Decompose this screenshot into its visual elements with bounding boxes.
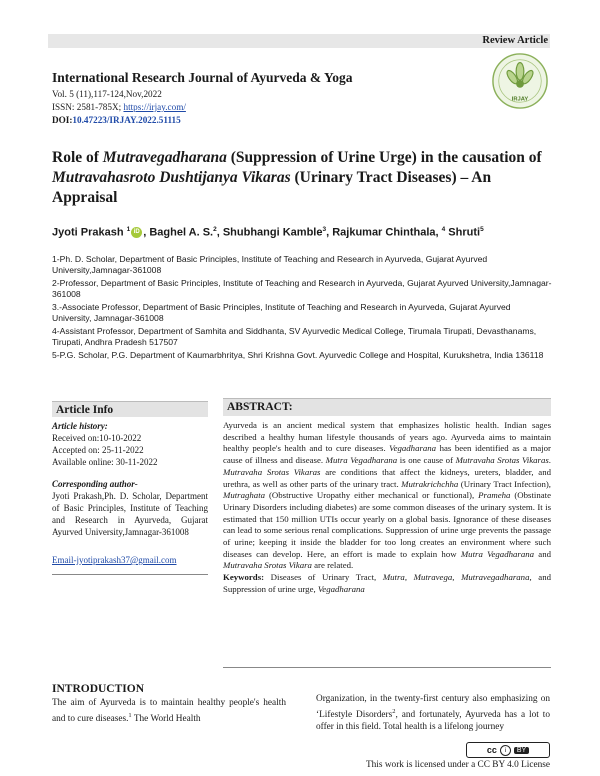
volume-line: Vol. 5 (11),117-124,Nov,2022 [52, 89, 162, 99]
by-label: BY [514, 747, 529, 754]
attribution-icon: i [500, 745, 511, 756]
doi-label: DOI: [52, 115, 73, 125]
info-divider [52, 574, 208, 575]
email-link[interactable]: Email-jyotiprakash37@gmail.com [52, 555, 177, 565]
affiliation-item: 2-Professor, Department of Basic Principles, Institute of Teaching and Research in Ayurveda, Gujarat Ayurved University,Jamnagar-361008 [52, 278, 552, 300]
article-title: Role of Mutravegadharana (Suppression of Urine Urge) in the causation of Mutravahasroto Dushtijanya Vikaras (Urinary Tract Diseases) – An Appraisal [52, 149, 542, 206]
cc-icon: cc [486, 745, 497, 755]
article-info-heading: Article Info [52, 401, 208, 417]
abstract-divider [223, 667, 551, 668]
accepted-date: Accepted on: 25-11-2022 [52, 445, 144, 455]
article-type-label: Review Article [482, 35, 548, 46]
intro-column-2: Organization, in the twenty-first century also emphasizing on ‘Lifestyle Disorders$^2$, and fortunately, Ayurveda has a lot to offer in this field. Total health is a lifelong journey [316, 694, 550, 733]
orcid-icon[interactable]: iD [131, 227, 142, 238]
affiliations [52, 254, 552, 363]
corresponding-author: Jyoti Prakash,Ph. D. Scholar, Department of Basic Principles, Institute of Teaching and Research in Ayurveda, Gujarat Ayurved University,Jamnagar-361008 [52, 491, 208, 537]
article-info [52, 420, 208, 575]
received-date: Received on:10-10-2022 [52, 433, 142, 443]
journal-website-link[interactable]: https://irjay.com/ [123, 102, 186, 112]
issn-line [52, 101, 186, 114]
affiliation-item: 4-Assistant Professor, Department of Samhita and Siddhanta, SV Ayurvedic Medical College, Tirumala Tirupati, Devasthanams, Tirupati, Andhra Pradesh 517507 [52, 326, 537, 348]
cc-license-badge-icon[interactable] [466, 742, 550, 758]
online-date: Available online: 30-11-2022 [52, 457, 158, 467]
logo-text: IRJAY [511, 96, 529, 103]
intro-column-1: The aim of Ayurveda is to maintain healthy people's health and to cure diseases.$^1$ The World Health [52, 698, 286, 724]
keywords: Keywords: Diseases of Urinary Tract, Mutra, Mutravega, Mutravegadharana, and Suppression of urine urge, Vegadharana [223, 572, 551, 594]
license-text: This work is licensed under a CC BY 4.0 License [365, 760, 550, 770]
abstract-heading: ABSTRACT: [223, 398, 551, 416]
journal-name: International Research Journal of Ayurveda & Yoga [52, 70, 353, 85]
issn-label: ISSN: 2581-785X; [52, 102, 122, 112]
affiliation-item: 3.-Associate Professor, Department of Basic Principles, Institute of Teaching and Research in Ayurveda, Gujarat Ayurved University, Jamnagar-361008 [52, 302, 511, 324]
affiliation-item: 5-P.G. Scholar, P.G. Department of Kaumarbhritya, Shri Krishna Govt. Ayurvedic College and Hospital, Kurukshetra, India 136118 [52, 350, 544, 360]
corresponding-label: Corresponding author- [52, 479, 138, 489]
doi-link[interactable]: 10.47223/IRJAY.2022.51115 [72, 115, 181, 125]
history-label: Article history: [52, 421, 108, 431]
author-list: Jyoti Prakash $^1$ iD , Baghel A. S.$^2$, Shubhangi Kamble$^3$, Rajkumar Chinthala, $^4$ Shruti$^5$ [52, 226, 484, 239]
abstract-text: Ayurveda is an ancient medical system that emphasizes holistic health. Indian sages described a healthy human lifestyle thousands of years ago. Ayurveda aims to maintain healthy people's health and to cure diseases. Vegadharana has been identified as a major cause of illness and disease. Mutra Vegadharana is one cause of Mutravaha Srotas Vikaras. Mutravaha Srotas Vikaras are conditions that affect the kidneys, ureters, bladder, and urethra, as well as other parts of the urinary tract. Mutrakrichchha (Urinary Tract Infection), Mutraghata (Obstructive Uropathy either mechanical or functional), Prameha (Obstinate Urinary Disorders including diabetes) are some common diseases of the urinary system. It is estimated that 150 million UTIs occur yearly on a global basis. Ignorance of these diseases can lead to some serious renal complications. Suppression of urine urge prevents the passage of urine; keeping it inside the bladder for too long creates an environment where such diseases can develop. Here, an effort is made to explain how Mutra Vegadharana and Mutravaha Srotas Vikara are related. Keywords: Diseases of Urinary Tract, Mutra, Mutravega, Mutravegadharana, and Suppression of urine urge, Vegadharana [223, 420, 552, 594]
header-bar [48, 34, 550, 48]
journal-logo-icon [491, 52, 549, 110]
section-heading: INTRODUCTION [52, 683, 145, 695]
doi-line [52, 114, 181, 127]
affiliation-item: 1-Ph. D. Scholar, Department of Basic Principles, Institute of Teaching and Research in Ayurveda, Gujarat Ayurved University,Jamnagar-361008 [52, 254, 488, 276]
